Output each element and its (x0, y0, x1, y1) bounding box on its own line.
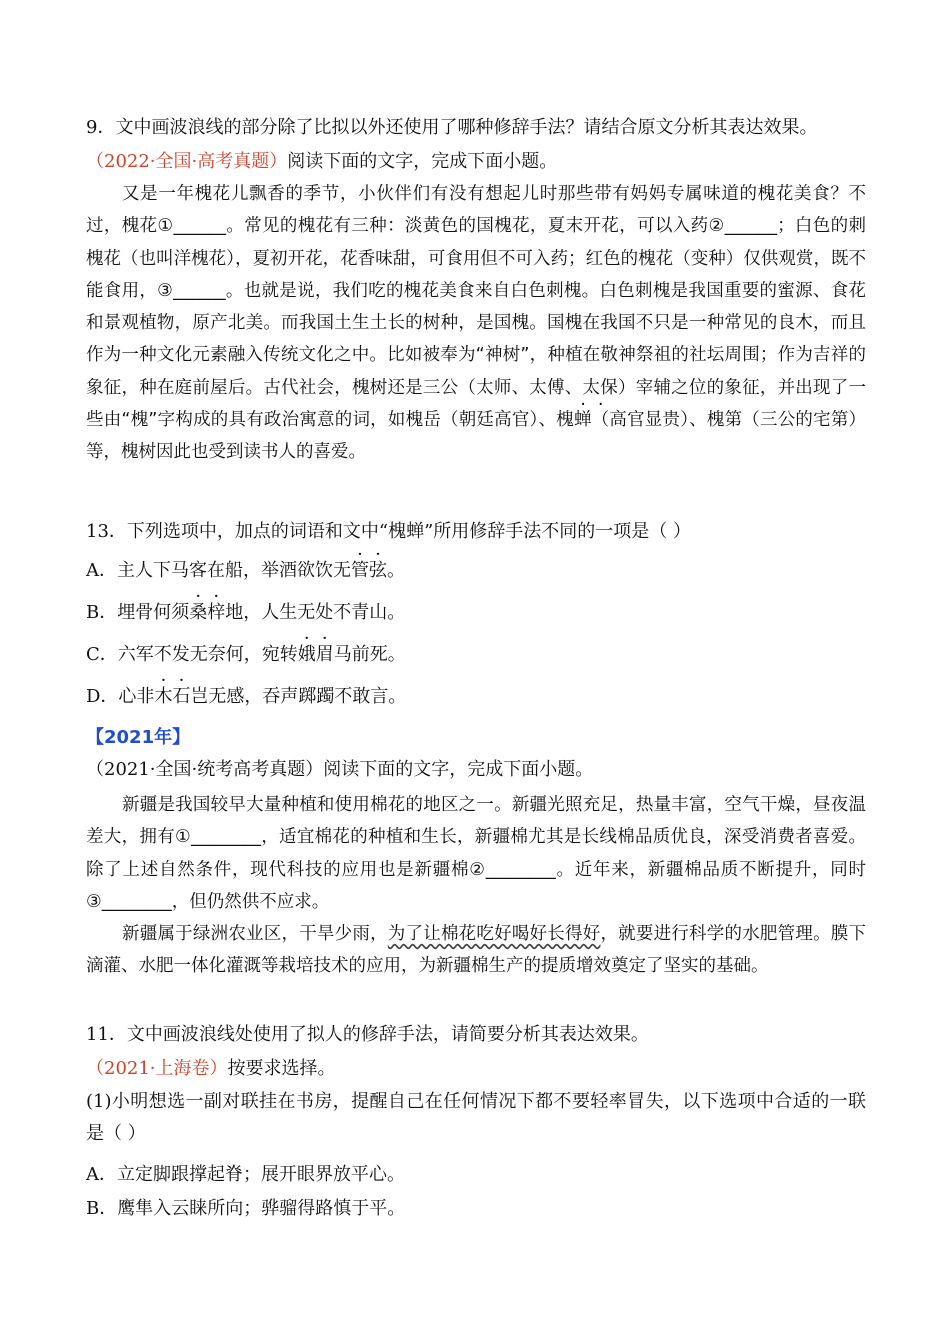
emphasis-char: 木 (154, 686, 173, 707)
passage-2021 (86, 789, 866, 983)
emphasis-char: 弦 (369, 560, 387, 581)
wavy-underlined-text: 为了让棉花吃好喝好长得好 (387, 924, 601, 945)
question-1: (1)小明想选一副对联挂在书房，提醒自己在任何情况下都不要轻率冒失，以下选项中合适的一联是（ ） (86, 1091, 866, 1144)
question-13: 13．下列选项中，加点的词语和文中“槐蝉”所用修辞手法不同的一项是（ ） (86, 521, 692, 542)
passage-2022 (86, 178, 866, 469)
year-heading: 【2021年】 (86, 727, 191, 748)
emphasis-char: 管 (351, 560, 369, 581)
emphasis-char: 桑 (189, 602, 208, 623)
section-shanghai-header (86, 1057, 866, 1081)
para-text-end: ，就要进行科学的水肥管理。膜下滴灌、水肥一体化灌溉等栽培技术的应用，为新疆棉生产的提质增效奠定了坚实的基础。 (86, 924, 867, 977)
passage-paragraph-2 (86, 918, 866, 983)
option-text: D．心非 (86, 686, 155, 707)
para-text: 新疆属于绿洲农业区，干旱少雨， (122, 924, 388, 945)
dotted-word (189, 602, 225, 623)
instruction-text: 阅读下面的文字，完成下面小题。 (323, 759, 594, 780)
emphasis-char: 眉 (315, 644, 334, 665)
dotted-word (298, 644, 334, 665)
dotted-word (556, 410, 591, 430)
option-text: B．埋骨何须 (86, 602, 190, 623)
instruction-text: 按要求选择。 (227, 1058, 336, 1079)
source-tag: （2021·全国·统考高考真题） (86, 759, 324, 780)
emphasis-char: 蝉 (573, 410, 592, 431)
passage-paragraph-1: 新疆是我国较早大量种植和使用棉花的地区之一。新疆光照充足，热量丰富，空气干燥，昼夜温差大，拥有①________，适宜棉花的种植和生长，新疆棉尤其是长线棉品质优良，深受消费者喜爱。除了上述自然条件，现代科技的应用也是新疆棉②________。近年来，新疆棉品质不断提升，同时③________，但仍然供不应求。 (86, 795, 866, 912)
option-a (86, 559, 866, 583)
emphasis-char: 梓 (207, 602, 226, 623)
passage-text: 又是一年槐花儿飘香的季节，小伙伴们有没有想起儿时那些带有妈妈专属味道的槐花美食？不过，槐花①______。常见的槐花有三种：淡黄色的国槐花，夏末开花，可以入药②______；白色的刺槐花（也叫洋槐花），夏初开花，花香味甜，可食用但不可入药；红色的槐花（变种）仅供观赏，既不能食用，③______。也就是说，我们吃的槐花美食来自白色刺槐。白色刺槐是我国重要的蜜源、食花和景观植物，原产北美。而我国土生土长的树种，是国槐。国槐在我国不只是一种常见的良木，而且作为一种文化元素融入传统文化之中。比如被奉为“神树”，种植在敬神祭祖的社坛周围；作为吉祥的象征，种在庭前屋后。古代社会，槐树还是三公（太师、太傅、太保）宰辅之位的象征，并出现了一些由“槐”字构成的具有政治寓意的词，如槐岳（朝廷高官）、 (86, 184, 866, 431)
question-9: 9．文中画波浪线的部分除了比拟以外还使用了哪种修辞手法？请结合原文分析其表达效果。 (86, 117, 818, 138)
option-text-end: 马前死。 (333, 644, 406, 665)
passage-end: （高官显贵）、槐第（三公的宅第）等，槐树因此也受到读书人的喜爱。 (86, 410, 867, 463)
option-text: C．六军不发无奈何，宛转 (86, 644, 298, 665)
emphasis-char: 石 (172, 686, 191, 707)
section-2022-header (86, 150, 866, 174)
couplet-option-a: A．立定脚跟撑起脊；展开眼界放平心。 (86, 1164, 405, 1185)
dotted-word (154, 686, 190, 707)
emphasis-char: 槐 (556, 410, 574, 431)
option-text-end: 。 (387, 560, 405, 581)
couplet-option-b: B．鹰隼入云睐所向；骅骝得路慎于平。 (86, 1198, 406, 1219)
option-d (86, 685, 866, 709)
source-tag: （2021·上海卷） (86, 1058, 228, 1079)
emphasis-char: 娥 (297, 644, 316, 665)
option-text-end: 地，人生无处不青山。 (225, 602, 406, 623)
option-c (86, 643, 866, 667)
option-b (86, 601, 866, 625)
question-11: 11．文中画波浪线处使用了拟人的修辞手法，请简要分析其表达效果。 (86, 1024, 649, 1045)
dotted-word (351, 560, 387, 581)
option-text-end: 岂无感，吞声踯躅不敢言。 (190, 686, 407, 707)
source-tag: （2022·全国·高考真题） (86, 151, 288, 172)
instruction-text: 阅读下面的文字，完成下面小题。 (287, 151, 558, 172)
option-text: A．主人下马客在船，举酒欲饮无 (86, 560, 351, 581)
section-2021-header (86, 758, 866, 782)
